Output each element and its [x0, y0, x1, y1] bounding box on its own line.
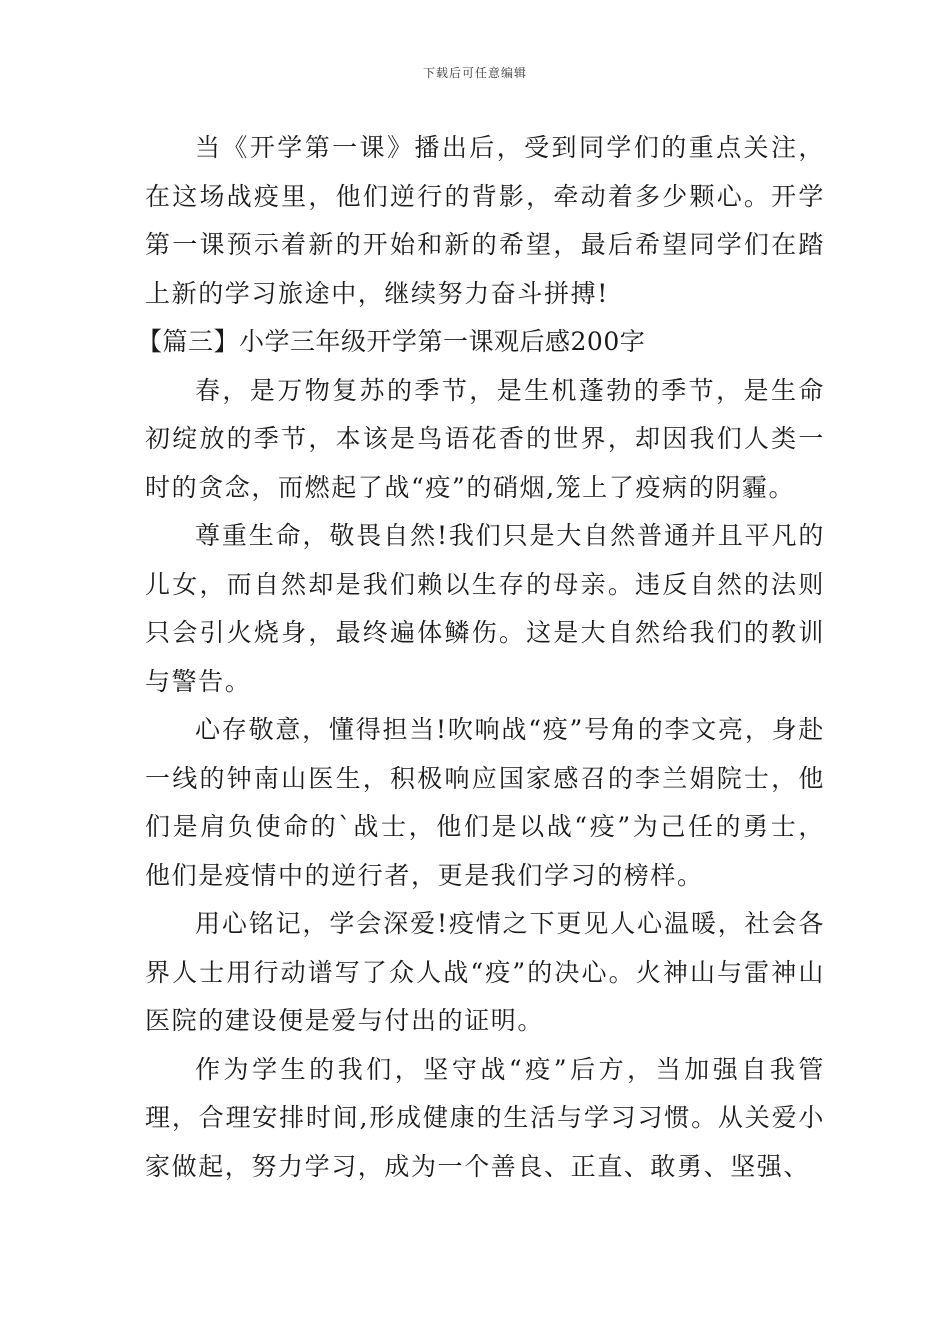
- paragraph-intro: 当《开学第一课》播出后，受到同学们的重点关注，在这场战疫里，他们逆行的背影，牵动着多少颗心。开学第一课预示着新的开始和新的希望，最后希望同学们在踏上新的学习旅途中，继续努力奋斗拼搏!: [145, 133, 825, 308]
- paragraph-remember-love: 用心铭记，学会深爱!疫情之下更见人心温暖，社会各界人士用行动谱写了众人战“疫”的决心。火神山与雷神山医院的建设便是爱与付出的证明。: [145, 909, 825, 1035]
- paragraph-heroes: 心存敬意，懂得担当!吹响战“疫”号角的李文亮，身赴一线的钟南山医生，积极响应国家感召的李兰娟院士，他们是肩负使命的`战士，他们是以战“疫”为己任的勇士，他们是疫情中的逆行者，更是我们学习的榜样。: [145, 715, 825, 890]
- document-body: [137, 124, 825, 1191]
- page-header-note: 下载后可任意编辑: [422, 66, 527, 80]
- section-heading-part-three: 【篇三】小学三年级开学第一课观后感200字: [137, 327, 646, 356]
- paragraph-spring: 春，是万物复苏的季节，是生机蓬勃的季节，是生命初绽放的季节，本该是鸟语花香的世界，却因我们人类一时的贪念，而燃起了战“疫”的硝烟,笼上了疫病的阴霾。: [145, 375, 825, 502]
- paragraph-students: 作为学生的我们，坚守战“疫”后方，当加强自我管理，合理安排时间,形成健康的生活与学习习惯。从关爱小家做起，努力学习，成为一个善良、正直、敢勇、坚强、: [145, 1054, 825, 1181]
- paragraph-respect-life: 尊重生命，敬畏自然!我们只是大自然普通并且平凡的儿女，而自然却是我们赖以生存的母亲。违反自然的法则只会引火烧身，最终遍体鳞伤。这是大自然给我们的教训与警告。: [145, 521, 825, 696]
